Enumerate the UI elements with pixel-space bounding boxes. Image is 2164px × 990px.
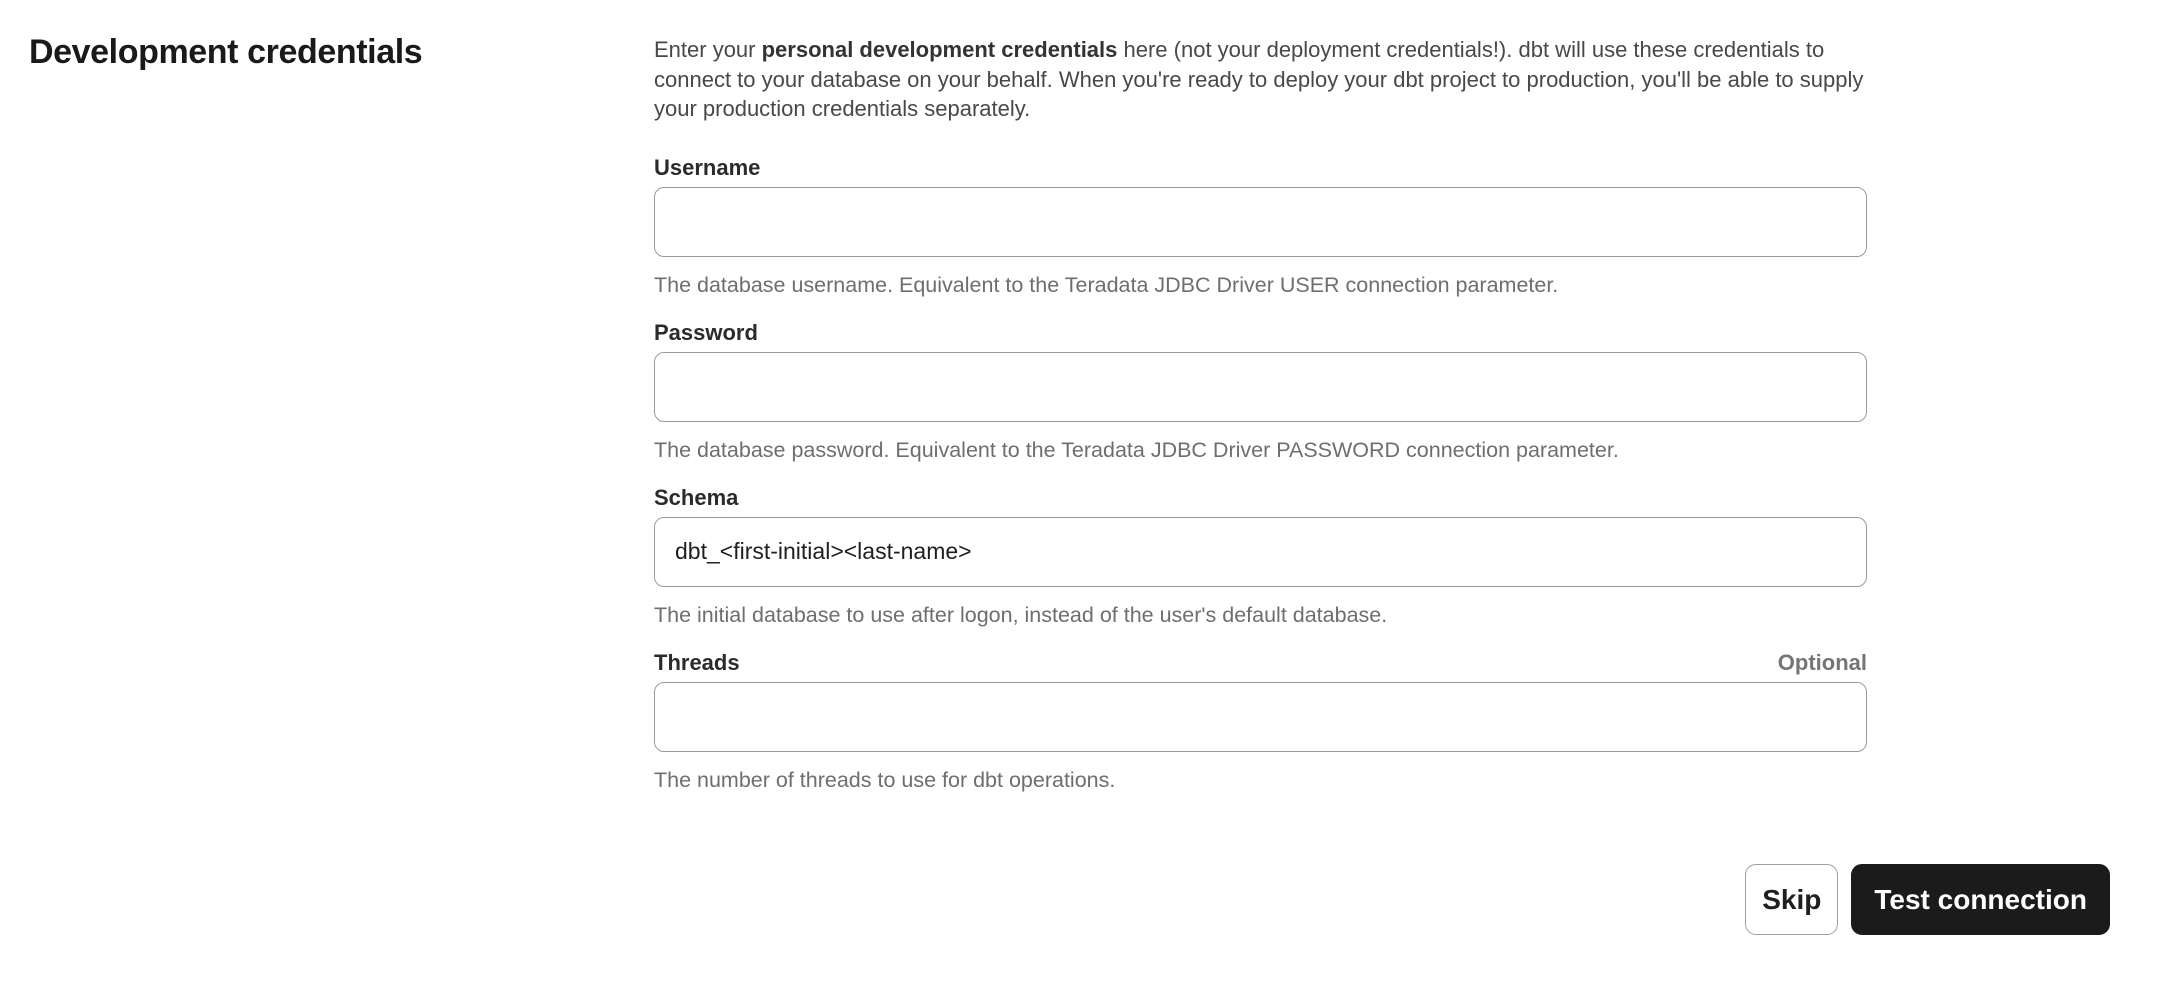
intro-suffix: here (not your deployment credentials!). dbt will use these credentials to connect to your database on your behalf. When you're ready to deploy your dbt project to production, you'll be able to supply your production credentials separately. [654, 37, 1864, 121]
page-title: Development credentials [29, 33, 423, 71]
threads-optional-badge: Optional [1777, 649, 1867, 675]
username-field-group [654, 154, 1867, 299]
password-field-group [654, 319, 1867, 464]
schema-field-group [654, 484, 1867, 629]
threads-field-group [654, 649, 1867, 794]
intro-text [654, 35, 1867, 124]
test-connection-button[interactable]: Test connection [1851, 864, 2110, 935]
credentials-form [654, 0, 1867, 814]
password-label-row [654, 319, 1867, 347]
username-input[interactable] [654, 187, 1867, 257]
schema-helper: The initial database to use after logon, instead of the user's default database. [654, 602, 1388, 627]
threads-label: Threads [654, 649, 740, 675]
schema-input[interactable] [654, 517, 1867, 587]
threads-input[interactable] [654, 682, 1867, 752]
username-label-row [654, 154, 1867, 182]
password-label: Password [654, 319, 758, 345]
password-input[interactable] [654, 352, 1867, 422]
threads-helper: The number of threads to use for dbt operations. [654, 767, 1116, 792]
schema-label: Schema [654, 484, 739, 510]
username-label: Username [654, 154, 761, 180]
footer-actions [1745, 864, 2110, 935]
skip-button[interactable]: Skip [1745, 864, 1838, 935]
intro-prefix: Enter your [654, 37, 762, 62]
password-helper: The database password. Equivalent to the Teradata JDBC Driver PASSWORD connection parameter. [654, 437, 1619, 462]
threads-label-row [654, 649, 1867, 677]
username-helper: The database username. Equivalent to the Teradata JDBC Driver USER connection parameter. [654, 272, 1559, 297]
intro-emphasis: personal development credentials [761, 37, 1118, 62]
schema-label-row [654, 484, 1867, 512]
